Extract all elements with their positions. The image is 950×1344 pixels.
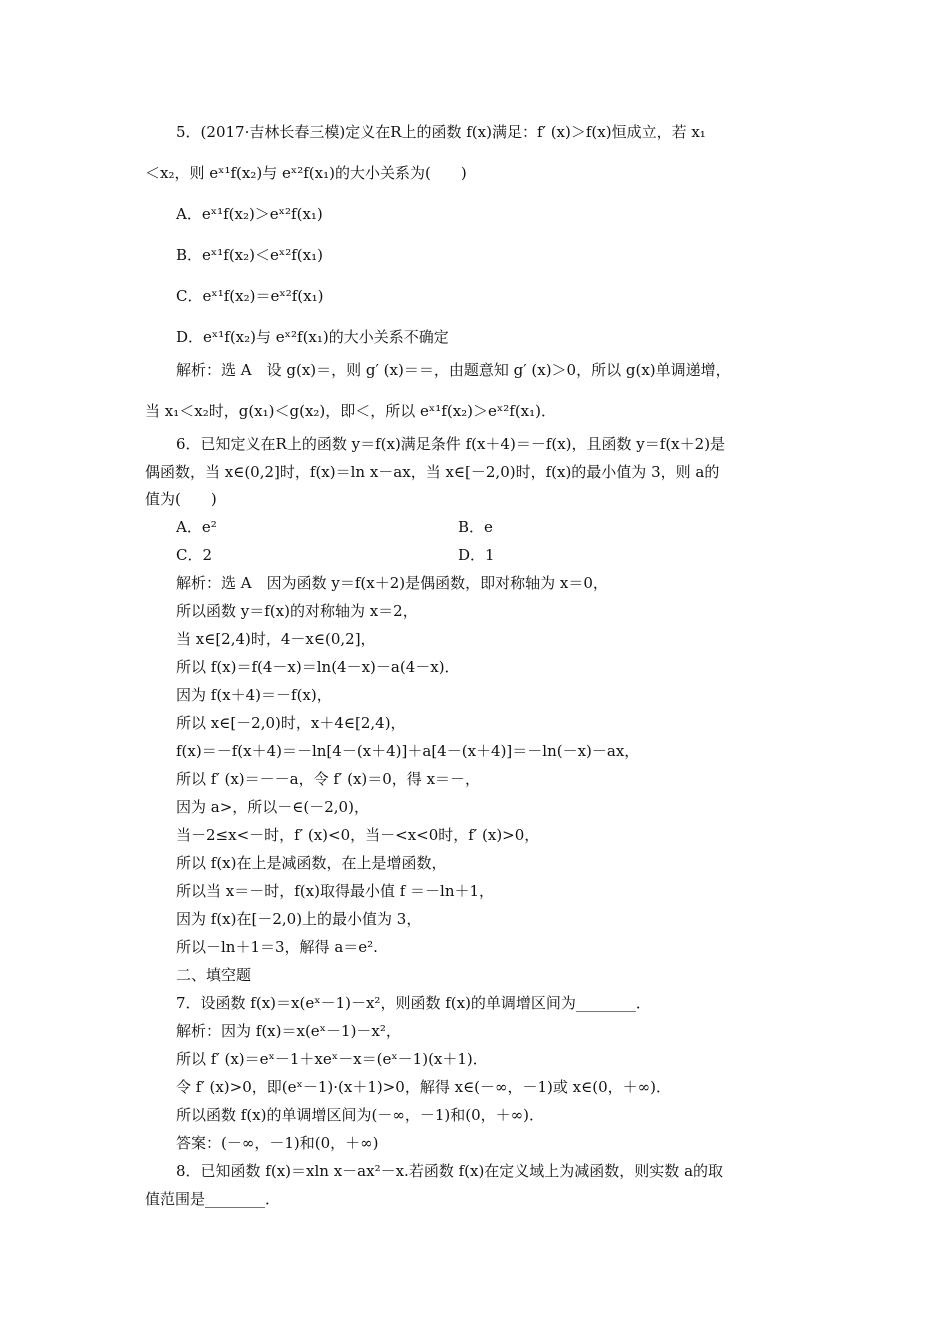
q8-stem-line-2: 值范围是________． [145,1190,281,1208]
q6-solution-line-8: 所以 f′ (x)＝－－a，令 f′ (x)＝0，得 x＝－， [176,770,481,788]
q8-stem-line-1: 8．已知函数 f(x)＝xln x－ax²－x.若函数 f(x)在定义域上为减函数，则实数 a的取 [176,1162,724,1180]
q5-option-b: B．eˣ¹f(x₂)＜eˣ²f(x₁) [176,246,323,264]
q6-solution-line-4: 所以 f(x)＝f(4－x)＝ln(4－x)－a(4－x)． [176,658,460,676]
q6-stem-line-1: 6．已知定义在R上的函数 y＝f(x)满足条件 f(x＋4)＝－f(x)，且函数 y＝f(x＋2)是 [176,435,726,453]
q7-solution-line-4: 所以函数 f(x)的单调增区间为(－∞，－1)和(0，＋∞)． [176,1106,544,1124]
q5-option-c: C．eˣ¹f(x₂)＝eˣ²f(x₁) [176,287,324,305]
q6-solution-line-12: 所以当 x＝－时，f(x)取得最小值 f ＝－ln＋1， [176,882,495,900]
q6-solution-line-7: f(x)＝－f(x＋4)＝－ln[4－(x＋4)]＋a[4－(x＋4)]＝－ln(－x)－ax， [176,742,640,760]
q6-solution-line-6: 所以 x∈[－2,0)时，x＋4∈[2,4)， [176,714,406,732]
q7-answer: 答案：(－∞，－1)和(0，＋∞) [176,1134,379,1152]
q6-solution-line-9: 因为 a>，所以－∈(－2,0)， [176,798,369,816]
q6-solution-line-14: 所以－ln＋1＝3，解得 a＝e². [176,938,378,956]
q6-option-c: C．2 [176,546,213,564]
q5-solution-line-2: 当 x₁＜x₂时，g(x₁)＜g(x₂)，即＜，所以 eˣ¹f(x₂)＞eˣ²f(x₁)． [145,402,556,420]
q5-option-a: A．eˣ¹f(x₂)＞eˣ²f(x₁) [176,205,323,223]
q6-solution-line-13: 因为 f(x)在[－2,0)上的最小值为 3， [176,910,422,928]
q6-stem-line-2: 偶函数，当 x∈(0,2]时，f(x)＝ln x－ax，当 x∈[－2,0)时，f(x)的最小值为 3，则 a的 [145,463,720,481]
q6-solution-line-11: 所以 f(x)在上是减函数，在上是增函数， [176,854,447,872]
q6-option-b: B．e [458,518,493,536]
q6-option-a: A．e² [176,518,217,536]
q6-stem-line-3: 值为( ) [145,490,217,508]
q5-stem-line-1: 5．(2017·吉林长春三模)定义在R上的函数 f(x)满足：f′ (x)＞f(x)恒成立，若 x₁ [176,123,706,141]
q7-solution-line-1: 解析：因为 f(x)＝x(eˣ－1)－x²， [176,1022,401,1040]
q7-solution-line-3: 令 f′ (x)>0，即(eˣ－1)·(x＋1)>0，解得 x∈(－∞，－1)或 x∈(0，＋∞)． [176,1078,671,1096]
q6-solution-line-3: 当 x∈[2,4)时，4－x∈(0,2]， [176,630,376,648]
q5-stem-line-2: ＜x₂，则 eˣ¹f(x₂)与 eˣ²f(x₁)的大小关系为( ) [145,164,467,182]
q5-solution-line-1: 解析：选 A 设 g(x)＝，则 g′ (x)＝＝，由题意知 g′ (x)＞0，所以 g(x)单调递增， [176,361,731,379]
q6-solution-line-5: 因为 f(x＋4)＝－f(x)， [176,686,332,704]
section-title-fill-in: 二、填空题 [176,966,252,984]
q6-solution-line-1: 解析：选 A 因为函数 y＝f(x＋2)是偶函数，即对称轴为 x＝0， [176,574,608,592]
q7-solution-line-2: 所以 f′ (x)＝eˣ－1＋xeˣ－x＝(eˣ－1)(x＋1)． [176,1050,488,1068]
q7-stem: 7．设函数 f(x)＝x(eˣ－1)－x²，则函数 f(x)的单调增区间为________． [176,994,651,1012]
q6-solution-line-10: 当－2≤x<－时，f′ (x)<0，当－<x<0时，f′ (x)>0， [176,826,540,844]
q6-option-d: D．1 [458,546,495,564]
q6-solution-line-2: 所以函数 y＝f(x)的对称轴为 x＝2， [176,602,418,620]
q5-option-d: D．eˣ¹f(x₂)与 eˣ²f(x₁)的大小关系不确定 [176,328,449,346]
